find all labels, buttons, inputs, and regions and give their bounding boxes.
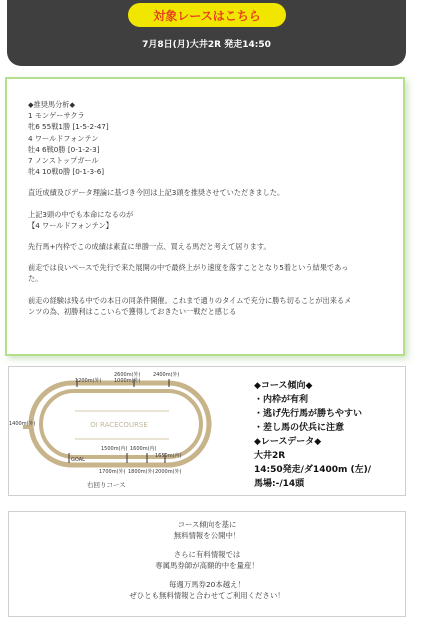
promo-line: 毎週万馬券20本越え！	[169, 580, 245, 589]
race-data-heading: ◆レースデータ◆	[254, 437, 322, 447]
dist-1500: 1500m(内)	[101, 446, 128, 452]
promo-line: 無料情報を公開中！	[173, 530, 241, 540]
dist-2400: 2400m(外)	[153, 372, 180, 378]
dist-2600: 2600m(外)	[114, 372, 141, 378]
analysis-paragraph-5a: 前走の経験は残る中での本日の同条件開催。これまで通りのタイムで充分に勝ち切ることが出来るメ	[28, 295, 352, 305]
favorite-intro: 上記3頭の中でも本命になるのが	[28, 209, 134, 219]
tendency-heading: ◆コース傾向◆	[254, 381, 313, 391]
race-name: 大井2R	[254, 451, 286, 461]
course-map	[9, 367, 249, 495]
dist-1200: 1200m(外)	[75, 378, 102, 384]
course-center-label: OI RACECOURSE	[90, 421, 148, 429]
target-race-badge[interactable]: 対象レースはこちら	[128, 3, 286, 27]
promo-panel	[8, 511, 406, 617]
goal-label: GOAL	[71, 457, 85, 463]
horse-7-name: 7 ノンストップガール	[28, 156, 99, 166]
analysis-text	[28, 99, 388, 317]
horse-4-name: 4 ワールドフォンテン	[28, 133, 99, 143]
dist-2000: 2000m(外)	[155, 469, 182, 475]
promo-line: 専属馬券師が高額的中を量産！	[155, 560, 259, 570]
horse-4-record: 牡4 6戦0勝 [0-1-2-3]	[28, 144, 100, 154]
course-notes	[254, 379, 406, 491]
recommended-heading: ◆推奨馬分析◆	[28, 100, 75, 109]
analysis-paragraph-4b: た。	[28, 274, 43, 284]
analysis-panel	[5, 77, 405, 356]
dist-1400: 1400m(外)	[9, 421, 36, 427]
analysis-paragraph-4a: 前走では良いペースで先行で来た展開の中で最終上がり速度を落すこととなり5着という結果であっ	[28, 263, 349, 273]
analysis-paragraph-5b: ンツの為、初勝利はここいらで獲得しておきたい一戦だと感じる	[28, 306, 237, 316]
promo-line: コース傾向を基に	[177, 520, 237, 529]
favorite-horse: 【4 ワールドフォンテン】	[28, 220, 113, 230]
horse-1-name: 1 モンゲーサクラ	[28, 111, 85, 121]
promo-line: さらに有料情報では	[173, 550, 241, 559]
analysis-paragraph-1: 直近成績及びデータ理論に基づき今回は上記3頭を推奨させていただきました。	[28, 188, 285, 198]
dist-1650: 1650m(内)	[155, 453, 182, 459]
direction-label: 右回りコース	[87, 481, 126, 489]
track-status: 馬場:-/14頭	[254, 479, 305, 489]
course-panel	[8, 366, 406, 496]
promo-line: ぜひとも無料情報と合わせてご利用ください！	[129, 590, 285, 600]
race-info: 7月8日(月)大井2R 発走14:50	[142, 40, 271, 50]
horse-1-record: 牝6 55戦1勝 [1-5-2-47]	[28, 122, 109, 132]
dist-1700: 1700m(外)	[99, 469, 126, 475]
analysis-paragraph-3: 先行馬+内枠でこの成績は素直に単勝一点、買える馬だと考えて居ります。	[28, 242, 271, 252]
tendency-item: ・内枠が有利	[254, 395, 309, 405]
race-detail: 14:50発走/ダ1400m (左)/	[254, 465, 372, 475]
race-header	[7, 0, 406, 66]
dist-1800: 1800m(外)	[128, 469, 155, 475]
tendency-item: ・差し馬の伏兵に注意	[254, 423, 345, 433]
tendency-item: ・逃げ先行馬が勝ちやすい	[254, 409, 363, 419]
dist-1000: 1000m(外)	[114, 378, 141, 384]
horse-7-record: 牝4 10戦0勝 [0-1-3-6]	[28, 167, 105, 177]
dist-1600: 1600m(内)	[130, 446, 157, 452]
